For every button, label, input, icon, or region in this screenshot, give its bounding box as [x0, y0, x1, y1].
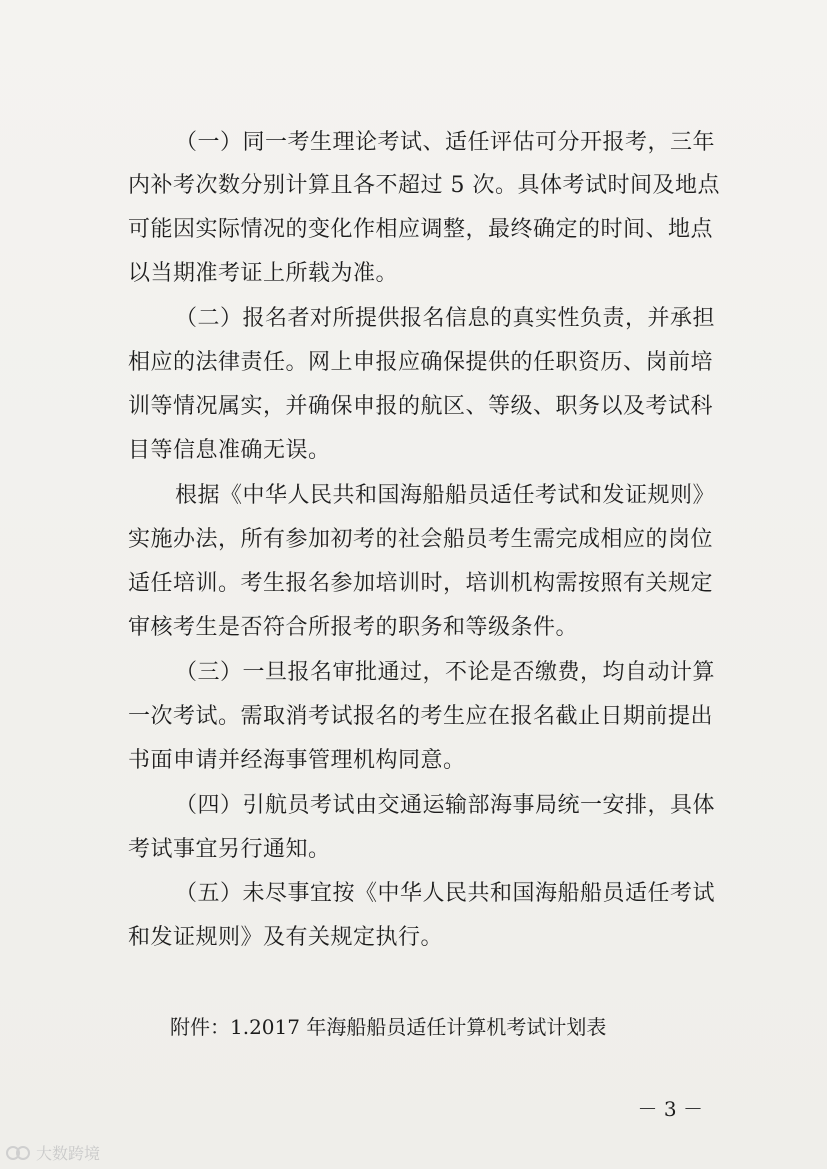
paragraph-4-line-1: （三）一旦报名审批通过，不论是否缴费，均自动计算 [175, 660, 716, 685]
paragraph-2-line-1: （二）报名者对所提供报名信息的真实性负责，并承担 [175, 306, 716, 331]
paragraph-2-line-4: 目等信息准确无误。 [128, 438, 331, 463]
paragraph-3-line-3: 适任培训。考生报名参加培训时，培训机构需按照有关规定 [128, 571, 714, 596]
paragraph-1-line-2: 内补考次数分别计算且各不超过 5 次。具体考试时间及地点 [128, 173, 720, 198]
paragraph-2-line-2: 相应的法律责任。网上申报应确保提供的任职资历、岗前培 [128, 350, 714, 375]
paragraph-1-line-1: （一）同一考生理论考试、适任评估可分开报考，三年 [175, 130, 716, 155]
paragraph-3-line-1: 根据《中华人民共和国海船船员适任考试和发证规则》 [175, 483, 716, 508]
watermark-text: 大数跨境 [36, 1144, 101, 1163]
paragraph-5-line-2: 考试事宜另行通知。 [128, 837, 331, 862]
paragraph-1-line-4: 以当期准考证上所载为准。 [128, 261, 399, 286]
paragraph-2-line-3: 训等情况属实，并确保申报的航区、等级、职务以及考试科 [128, 394, 714, 419]
watermark [6, 1141, 100, 1164]
attachment-line: 附件：1.2017 年海船船员适任计算机考试计划表 [170, 1015, 607, 1039]
page-number: － 3 － [637, 1097, 703, 1121]
watermark-logo-icon [6, 1144, 32, 1162]
paragraph-4-line-3: 书面申请并经海事管理机构同意。 [128, 748, 466, 773]
paragraph-5-line-1: （四）引航员考试由交通运输部海事局统一安排，具体 [175, 793, 716, 818]
paragraph-6-line-2: 和发证规则》及有关规定执行。 [128, 925, 444, 950]
paragraph-1-line-3: 可能因实际情况的变化作相应调整，最终确定的时间、地点 [128, 217, 714, 242]
paragraph-6-line-1: （五）未尽事宜按《中华人民共和国海船船员适任考试 [175, 881, 716, 906]
paragraph-3-line-2: 实施办法，所有参加初考的社会船员考生需完成相应的岗位 [128, 527, 714, 552]
paragraph-3-line-4: 审核考生是否符合所报考的职务和等级条件。 [128, 615, 579, 640]
paragraph-4-line-2: 一次考试。需取消考试报名的考生应在报名截止日期前提出 [128, 704, 714, 729]
